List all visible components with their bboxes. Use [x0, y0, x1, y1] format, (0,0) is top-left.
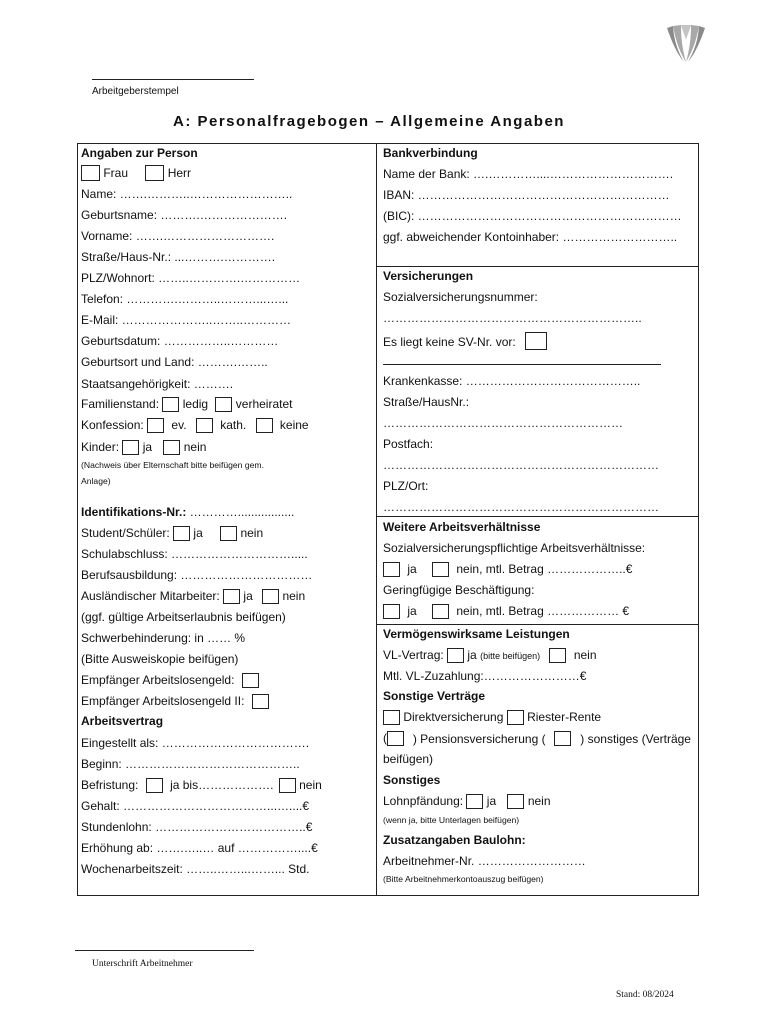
- vertraege-row: [383, 710, 601, 725]
- vl-heading: Vermögenswirksame Leistungen: [383, 627, 570, 641]
- befristung-nein-checkbox[interactable]: [279, 778, 296, 793]
- student-ja-checkbox[interactable]: [173, 526, 190, 541]
- arbeitsvertrag-heading: Arbeitsvertrag: [81, 714, 164, 728]
- divider-weitere: [376, 516, 699, 517]
- staatsangehoerigkeit-field[interactable]: Staatsangehörigkeit: ……….: [81, 377, 234, 391]
- eingestellt-field[interactable]: Eingestellt als: ……………………………….: [81, 736, 310, 750]
- weitere-heading: Weitere Arbeitsverhältnisse: [383, 520, 541, 534]
- svpflichtig-nein-checkbox[interactable]: [432, 562, 449, 577]
- geringfuegig-ja-label: ja: [407, 604, 417, 618]
- schwerbehinderung-field[interactable]: Schwerbehinderung: in …… %: [81, 631, 246, 645]
- geburtsname-field[interactable]: Geburtsname: ……….………………….: [81, 208, 288, 222]
- name-field[interactable]: Name: …….………..……………………..: [81, 187, 293, 201]
- ident-label: Identifikations-Nr.:: [81, 505, 187, 519]
- student-nein-checkbox[interactable]: [220, 526, 237, 541]
- alg1-row: [81, 673, 259, 688]
- befristung-ja-bis[interactable]: ja bis……………….: [170, 778, 274, 792]
- gehalt-field[interactable]: Gehalt: ………………………………...…....€: [81, 799, 310, 813]
- verheiratet-checkbox[interactable]: [215, 397, 232, 412]
- svpflichtig-row: [383, 562, 632, 577]
- frau-label: Frau: [103, 166, 129, 180]
- sonstiges-vertrag-label: ) sonstiges (Verträge: [580, 731, 691, 746]
- kinder-nein-label: nein: [183, 440, 207, 454]
- svpflichtig-ja-checkbox[interactable]: [383, 562, 400, 577]
- direktversicherung-label: Direktversicherung: [403, 710, 504, 724]
- direktversicherung-checkbox[interactable]: [383, 710, 400, 725]
- divider-vl: [376, 624, 699, 625]
- lohnpfaendung-nein-checkbox[interactable]: [507, 794, 524, 809]
- pensions-open-paren: (: [383, 731, 387, 745]
- stand-date: Stand: 08/2024: [616, 990, 674, 1000]
- ledig-label: ledig: [182, 397, 209, 411]
- befristung-ja-checkbox[interactable]: [146, 778, 163, 793]
- svnr-label: Sozialversicherungsnummer:: [383, 290, 538, 304]
- baulohn-heading: Zusatzangaben Baulohn:: [383, 833, 526, 847]
- wochenarbeitszeit-field[interactable]: Wochenarbeitszeit: ……..……...……... Std.: [81, 862, 310, 876]
- familienstand-row: [81, 397, 292, 412]
- keine-svnr-checkbox[interactable]: [525, 332, 547, 350]
- geringfuegig-nein-betrag[interactable]: nein, mtl. Betrag ……………… €: [456, 604, 630, 618]
- beginn-field[interactable]: Beginn: ……………………………………..: [81, 757, 300, 771]
- kath-checkbox[interactable]: [196, 418, 213, 433]
- herr-checkbox[interactable]: [145, 165, 164, 181]
- svpflichtig-nein-betrag[interactable]: nein, mtl. Betrag ………………..€: [456, 562, 633, 576]
- geringfuegig-ja-checkbox[interactable]: [383, 604, 400, 619]
- berufsausbildung-field[interactable]: Berufsausbildung: ……………………………: [81, 568, 313, 582]
- versicherungen-heading: Versicherungen: [383, 269, 474, 283]
- email-field[interactable]: E-Mail: …………………..……..…………: [81, 313, 292, 327]
- plz-ort-field[interactable]: ……………………………………………………………: [383, 500, 659, 514]
- vl-nein-label: nein: [573, 648, 597, 662]
- geburtsdatum-field[interactable]: Geburtsdatum: ……………..…………: [81, 334, 279, 348]
- befristung-nein-label: nein: [299, 778, 322, 792]
- befristung-label: Befristung:: [81, 778, 139, 792]
- erhoehung-field[interactable]: Erhöhung ab: …….…..… auf ……………....€: [81, 841, 318, 855]
- auslaendisch-label: Ausländischer Mitarbeiter:: [81, 589, 220, 603]
- konfession-label: Konfession:: [81, 418, 144, 432]
- frau-checkbox[interactable]: [81, 165, 100, 181]
- riester-label: Riester-Rente: [527, 710, 602, 724]
- riester-checkbox[interactable]: [507, 710, 524, 725]
- krankenkasse-field[interactable]: Krankenkasse: ……………………………………..: [383, 374, 641, 388]
- kinder-ja-checkbox[interactable]: [122, 440, 139, 455]
- bank-heading: Bankverbindung: [383, 146, 478, 160]
- lohnpfaendung-label: Lohnpfändung:: [383, 794, 464, 808]
- lohnpfaendung-note: (wenn ja, bitte Unterlagen beifügen): [383, 815, 520, 825]
- auslaendisch-ja-label: ja: [243, 589, 253, 603]
- postfach-label: Postfach:: [383, 437, 434, 451]
- signature-label: Unterschrift Arbeitnehmer: [92, 959, 193, 969]
- vl-ja-label: ja: [467, 648, 477, 662]
- kinder-note-2: Anlage): [81, 476, 111, 486]
- stamp-line: [92, 79, 254, 80]
- svpflichtig-ja-label: ja: [407, 562, 417, 576]
- form-bottom-border: [77, 895, 699, 896]
- lohnpfaendung-row: [383, 794, 551, 809]
- geringfuegig-nein-checkbox[interactable]: [432, 604, 449, 619]
- svnr-field[interactable]: ………………………………………………………..: [383, 311, 642, 325]
- geringfuegig-label: Geringfügige Beschäftigung:: [383, 583, 535, 597]
- ev-checkbox[interactable]: [147, 418, 164, 433]
- lohnpfaendung-ja-checkbox[interactable]: [466, 794, 483, 809]
- vorname-field[interactable]: Vorname: …….……………………….: [81, 229, 275, 243]
- ausweiskopie-note: (Bitte Ausweiskopie beifügen): [81, 652, 239, 666]
- plz-ort-label: PLZ/Ort:: [383, 479, 429, 493]
- kinder-ja-label: ja: [142, 440, 153, 454]
- vl-nein-checkbox[interactable]: [549, 648, 566, 663]
- plz-wohnort-field[interactable]: PLZ/Wohnort: ……..………….……………: [81, 271, 301, 285]
- pensions-row-start: [383, 731, 404, 746]
- sonstige-vertraege-heading: Sonstige Verträge: [383, 689, 486, 703]
- kontoinhaber-field[interactable]: ggf. abweichender Kontoinhaber: ………………………..: [383, 230, 678, 244]
- vl-ja-checkbox[interactable]: [447, 648, 464, 663]
- geringfuegig-row: [383, 604, 629, 619]
- salutation-row: [81, 165, 191, 181]
- schulabschluss-field[interactable]: Schulabschluss: ………………………….....: [81, 547, 308, 561]
- company-logo: [664, 22, 708, 66]
- alg2-label: Empfänger Arbeitslosengeld II:: [81, 694, 245, 708]
- vl-vertrag-label: VL-Vertrag:: [383, 648, 444, 662]
- student-label: Student/Schüler:: [81, 526, 170, 540]
- alg1-checkbox[interactable]: [242, 673, 259, 688]
- form-left-border: [77, 143, 78, 896]
- arbeitserlaubnis-note: (ggf. gültige Arbeitserlaubnis beifügen): [81, 610, 286, 624]
- student-nein-label: nein: [240, 526, 264, 540]
- svnr-underline: [383, 364, 661, 365]
- stamp-label: Arbeitgeberstempel: [92, 86, 179, 97]
- strasse-field[interactable]: Straße/Haus-Nr.: ...……….………….: [81, 250, 276, 264]
- alg1-label: Empfänger Arbeitslosengeld:: [81, 673, 235, 687]
- page-title: A: Personalfragebogen – Allgemeine Angaben: [173, 113, 565, 130]
- form-right-border: [698, 143, 699, 896]
- auslaendisch-nein-checkbox[interactable]: [262, 589, 279, 604]
- lohnpfaendung-ja-label: ja: [486, 794, 497, 808]
- ident-dots: ………….................: [186, 505, 295, 519]
- stundenlohn-field[interactable]: Stundenlohn: ………………………………..€: [81, 820, 313, 834]
- student-ja-label: ja: [193, 526, 203, 540]
- keine-svnr-label: Es liegt keine SV-Nr. vor:: [383, 335, 516, 349]
- kinder-nein-checkbox[interactable]: [163, 440, 180, 455]
- kinder-label: Kinder:: [81, 440, 120, 454]
- alg2-checkbox[interactable]: [252, 694, 269, 709]
- lohnpfaendung-nein-label: nein: [527, 794, 551, 808]
- bank-name-field[interactable]: Name der Bank: ….…………....………………………….: [383, 167, 674, 181]
- kinder-note-1: (Nachweis über Elternschaft bitte beifügen gem.: [81, 460, 264, 470]
- herr-label: Herr: [167, 166, 192, 180]
- arbeitnehmer-nr-field[interactable]: Arbeitnehmer-Nr. ………………………: [383, 854, 586, 868]
- ledig-checkbox[interactable]: [162, 397, 179, 412]
- verheiratet-label: verheiratet: [235, 397, 293, 411]
- befristung-row: [81, 778, 322, 793]
- telefon-field[interactable]: Telefon: ………….………..………...…...: [81, 292, 289, 306]
- baulohn-note: (Bitte Arbeitnehmerkontoauszug beifügen): [383, 874, 544, 884]
- section-person-heading: Angaben zur Person: [81, 146, 198, 160]
- form-middle-border: [376, 143, 377, 896]
- kath-label: kath.: [220, 418, 247, 432]
- ev-label: ev.: [171, 418, 187, 432]
- vl-zuzahlung-field[interactable]: Mtl. VL-Zuzahlung:……………………€: [383, 669, 587, 683]
- alg2-row: [81, 694, 269, 709]
- familienstand-label: Familienstand:: [81, 397, 160, 411]
- beifuegen-label: beifügen): [383, 752, 434, 766]
- keine-checkbox[interactable]: [256, 418, 273, 433]
- vl-vertrag-row: [383, 648, 597, 663]
- form-top-border: [77, 143, 699, 144]
- auslaendisch-nein-label: nein: [282, 589, 306, 603]
- iban-field[interactable]: IBAN: ………………………………………………………: [383, 188, 670, 202]
- bic-field[interactable]: (BIC): …………………………………………………………: [383, 209, 682, 223]
- sonstiges-vertrag-checkbox[interactable]: [554, 731, 571, 746]
- postfach-field[interactable]: ……………………………………………………………: [383, 458, 659, 472]
- keine-svnr-row: [383, 332, 547, 350]
- divider-versicherungen: [376, 266, 699, 267]
- kinder-row: [81, 440, 206, 455]
- svpflichtig-label: Sozialversicherungspflichtige Arbeitsverhältnisse:: [383, 541, 646, 555]
- vl-bitte-beifuegen: (bitte beifügen): [480, 651, 541, 661]
- keine-label: keine: [279, 418, 309, 432]
- student-row: [81, 526, 263, 541]
- signature-line: [75, 950, 254, 951]
- strasse-hausnr-field[interactable]: ……………………………………………………: [383, 416, 623, 430]
- auslaendisch-row: [81, 589, 305, 604]
- konfession-row: [81, 418, 309, 433]
- strasse-hausnr-label: Straße/HausNr.:: [383, 395, 470, 409]
- ident-row[interactable]: [81, 505, 294, 519]
- pensions-row: [383, 731, 691, 746]
- pensionsversicherung-checkbox[interactable]: [387, 731, 404, 746]
- geburtsort-field[interactable]: Geburtsort und Land: ……….……..: [81, 355, 268, 369]
- pensionsversicherung-label: ) Pensionsversicherung (: [412, 731, 546, 746]
- sonstiges-heading: Sonstiges: [383, 773, 441, 787]
- auslaendisch-ja-checkbox[interactable]: [223, 589, 240, 604]
